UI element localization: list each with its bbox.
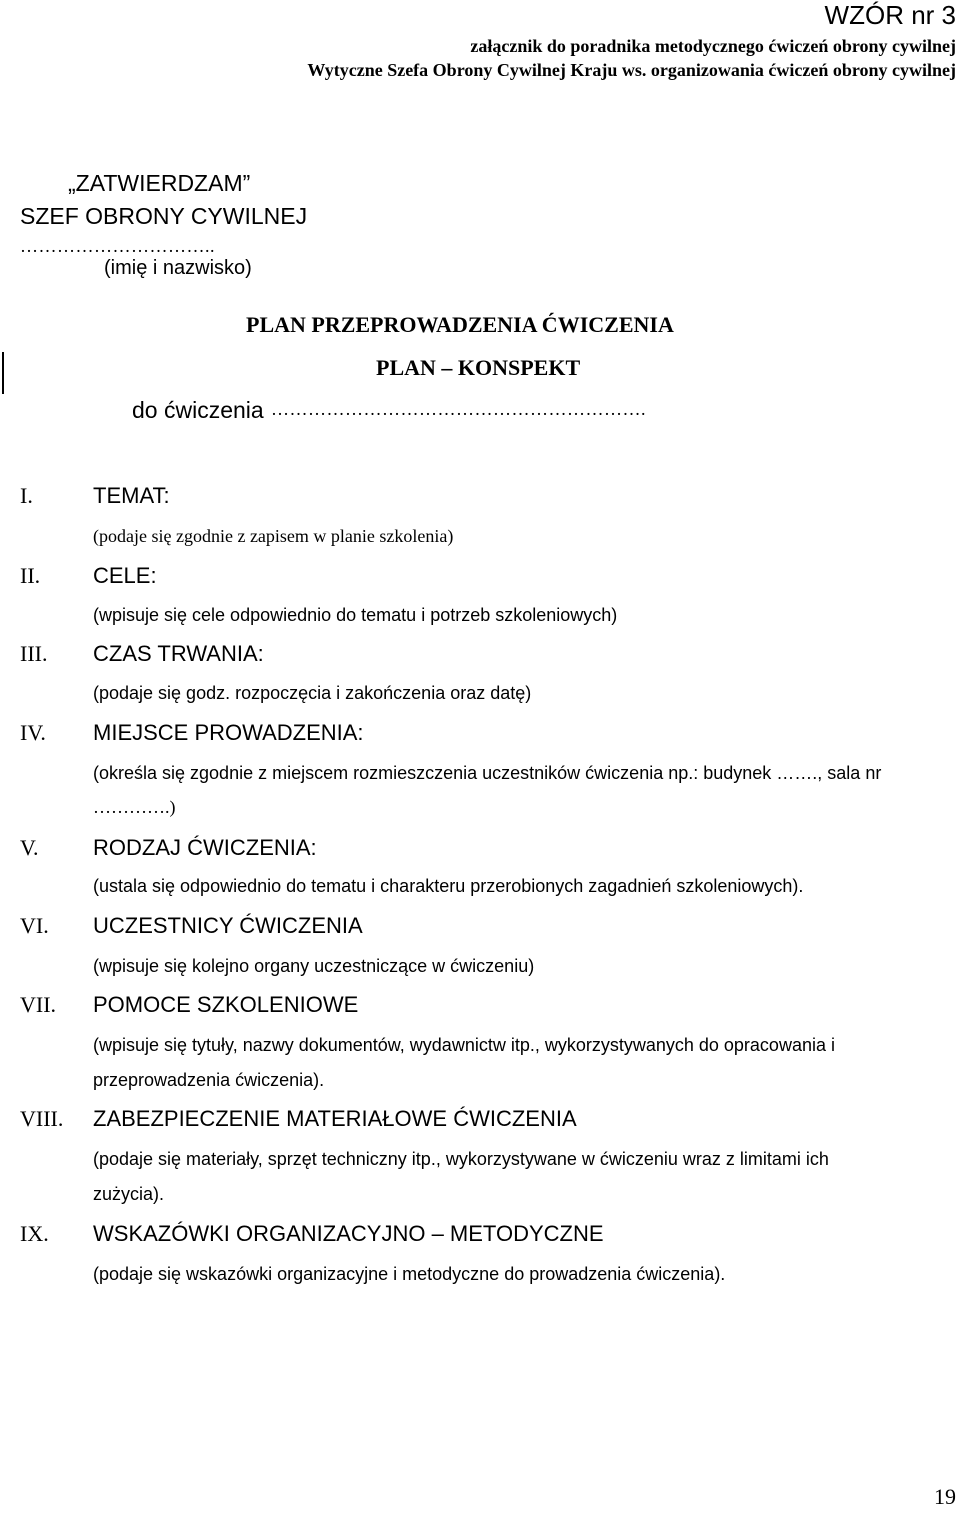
section-title: RODZAJ ĆWICZENIA: [93,835,317,860]
section-description-cont: zużycia). [93,1184,165,1204]
exercise-fill-line: ……………………………………………………. [271,399,646,419]
section-title: UCZESTNICY ĆWICZENIA [93,913,363,938]
plan-subtitle: PLAN – KONSPEKT [376,355,581,380]
section-title: POMOCE SZKOLENIOWE [93,992,359,1017]
approval-heading: „ZATWIERDZAM” [68,170,251,196]
guidelines-note: Wytyczne Szefa Obrony Cywilnej Kraju ws. organizowania ćwiczeń obrony cywilnej [307,60,956,80]
section-description: (podaje się zgodnie z zapisem w planie szkolenia) [93,526,454,546]
section-description: (podaje się wskazówki organizacyjne i metodyczne do prowadzenia ćwiczenia). [93,1264,726,1284]
section-description-cont: przeprowadzenia ćwiczenia). [93,1070,325,1090]
section-title: TEMAT: [93,483,170,508]
name-hint: (imię i nazwisko) [104,257,252,279]
page-number: 19 [934,1484,956,1509]
section-title: MIEJSCE PROWADZENIA: [93,720,364,745]
template-number: WZÓR nr 3 [824,0,956,30]
section-description: (wpisuje się cele odpowiednio do tematu i potrzeb szkoleniowych) [93,605,618,625]
section-title: CELE: [93,563,157,588]
section-description: (wpisuje się kolejno organy uczestniczące w ćwiczeniu) [93,956,535,976]
section-number: VIII. [20,1106,64,1131]
section-description: (wpisuje się tytuły, nazwy dokumentów, wydawnictw itp., wykorzystywanych do opracowania i [93,1035,835,1055]
exercise-label: do ćwiczenia [132,397,264,423]
section-description: (określa się zgodnie z miejscem rozmieszczenia uczestników ćwiczenia np.: budynek ……., sala nr [93,763,882,783]
section-description: (podaje się godz. rozpoczęcia i zakończenia oraz datę) [93,683,532,703]
section-title: WSKAZÓWKI ORGANIZACYJNO – METODYCZNE [93,1221,604,1246]
section-description-cont: ………….) [93,797,176,817]
plan-title: PLAN PRZEPROWADZENIA ĆWICZENIA [246,312,674,337]
section-description: (podaje się materiały, sprzęt techniczny itp., wykorzystywane w ćwiczeniu wraz z limitami ich [93,1149,829,1169]
section-number: VII. [20,992,57,1017]
section-title: ZABEZPIECZENIE MATERIAŁOWE ĆWICZENIA [93,1106,577,1131]
section-number: VI. [20,913,49,938]
section-number: III. [20,641,48,666]
signature-line: ………………………….. [20,236,215,256]
approval-position: SZEF OBRONY CYWILNEJ [20,203,308,229]
attachment-note: załącznik do poradnika metodycznego ćwiczeń obrony cywilnej [470,36,956,56]
section-number: V. [20,835,39,860]
section-number: IV. [20,720,46,745]
section-number: II. [20,563,41,588]
section-description: (ustala się odpowiednio do tematu i charakteru przerobionych zagadnień szkoleniowych). [93,876,804,896]
section-title: CZAS TRWANIA: [93,641,264,666]
section-number: IX. [20,1221,49,1246]
section-number: I. [20,483,33,508]
margin-bar [2,352,4,394]
